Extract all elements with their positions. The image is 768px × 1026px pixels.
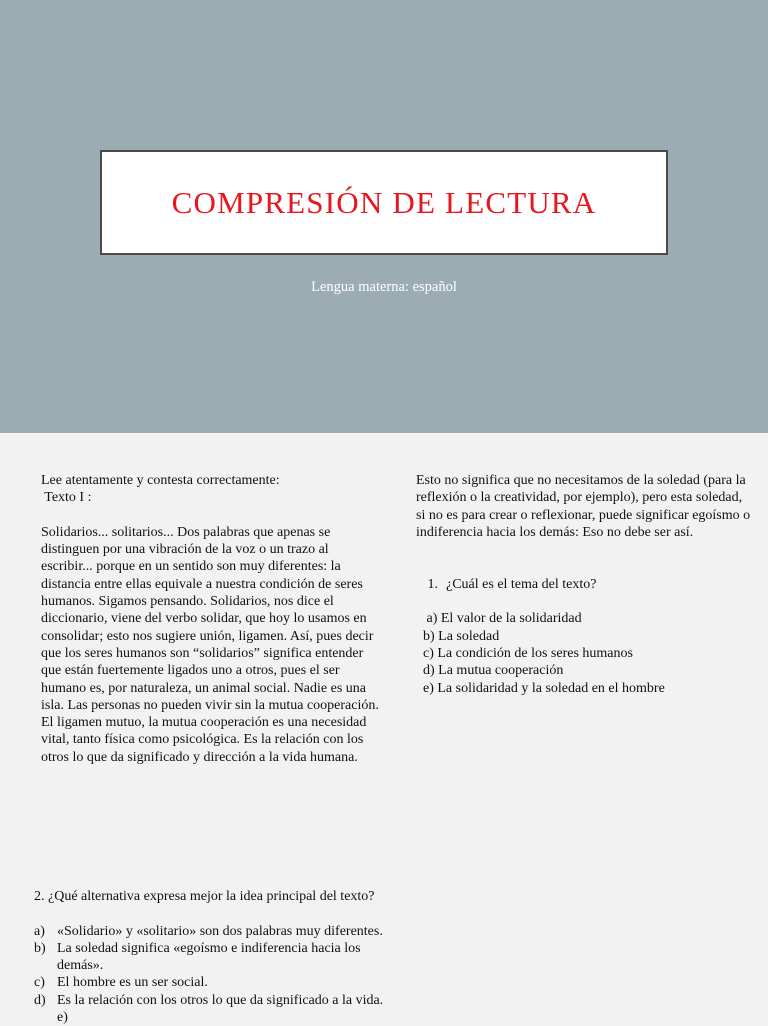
- question-text: ¿Cuál es el tema del texto?: [446, 576, 597, 592]
- option-text: La soledad significa «egoísmo e indiferencia hacia los demás».: [57, 940, 361, 974]
- option-e: [34, 1009, 404, 1026]
- title-slide: [0, 0, 768, 433]
- option-c: [34, 974, 404, 991]
- option-d: [34, 992, 404, 1009]
- option-letter: b): [34, 940, 46, 956]
- option-a: [34, 923, 404, 940]
- option-c: c) La condición de los seres humanos: [423, 645, 633, 661]
- option-text: Es la relación con los otros lo que da significado a la vida.: [57, 992, 384, 1008]
- instruction: Lee atentamente y contesta correctamente:: [41, 473, 280, 488]
- subtitle: Lengua materna: español: [311, 279, 457, 295]
- option-d: d) La mutua cooperación: [423, 663, 564, 679]
- option-letter: c): [34, 975, 45, 991]
- question-1: [416, 576, 752, 593]
- option-letter: d): [34, 992, 46, 1008]
- option-letter: a): [34, 923, 45, 939]
- left-column: [41, 472, 381, 766]
- right-column: [416, 472, 752, 697]
- reading-paragraph: Solidarios... solitarios... Dos palabras que apenas se distinguen por una vibración de la voz o un trazo al escribir... porque en un sentido son muy diferentes: la distancia entre ellas equivale a nuestra condición de seres humanos. Sigamos pensando. Solidarios, nos dice el diccionario, viene del verbo solidar, que hoy lo usamos en consolidar; esto nos sugiere unión, ligamen. Así, pues decir que los seres humanos son “solidarios” significa entender que están fuertemente ligados uno a otros, pues el ser humano es, por naturaleza, un animal social. Nadie es una isla. Las personas no pueden vivir sin la mutua cooperación. El ligamen mutuo, la mutua cooperación es una necesidad vital, tanto física como psicológica. Es la relación con los otros lo que da significado y dirección a la vida humana.: [41, 524, 379, 765]
- option-text: «Solidario» y «solitario» son dos palabras muy diferentes.: [57, 923, 383, 939]
- title-box: [100, 150, 668, 255]
- question-text: 2. ¿Qué alternativa expresa mejor la idea principal del texto?: [34, 889, 375, 904]
- option-text: El hombre es un ser social.: [57, 975, 208, 991]
- option-b: [34, 940, 404, 975]
- option-e: e) La solidaridad y la soledad en el hombre: [423, 680, 665, 696]
- option-text: [80, 1009, 404, 1026]
- question-number: 1.: [427, 576, 438, 592]
- question-2: [34, 888, 404, 1026]
- option-letter: e): [57, 1010, 68, 1026]
- option-a: a) El valor de la solidaridad: [423, 611, 582, 627]
- option-b: b) La soledad: [423, 628, 500, 644]
- page-title: COMPRESIÓN DE LECTURA: [171, 184, 597, 220]
- text-label: Texto I :: [41, 490, 92, 506]
- question-1-options: [416, 610, 752, 696]
- reading-paragraph-continued: Esto no significa que no necesitamos de la soledad (para la reflexión o la creatividad, por ejemplo), pero esta soledad, si no es para crear o reflexionar, puede significar egoísmo o indiferencia hacia los demás: Eso no debe ser así.: [416, 473, 751, 540]
